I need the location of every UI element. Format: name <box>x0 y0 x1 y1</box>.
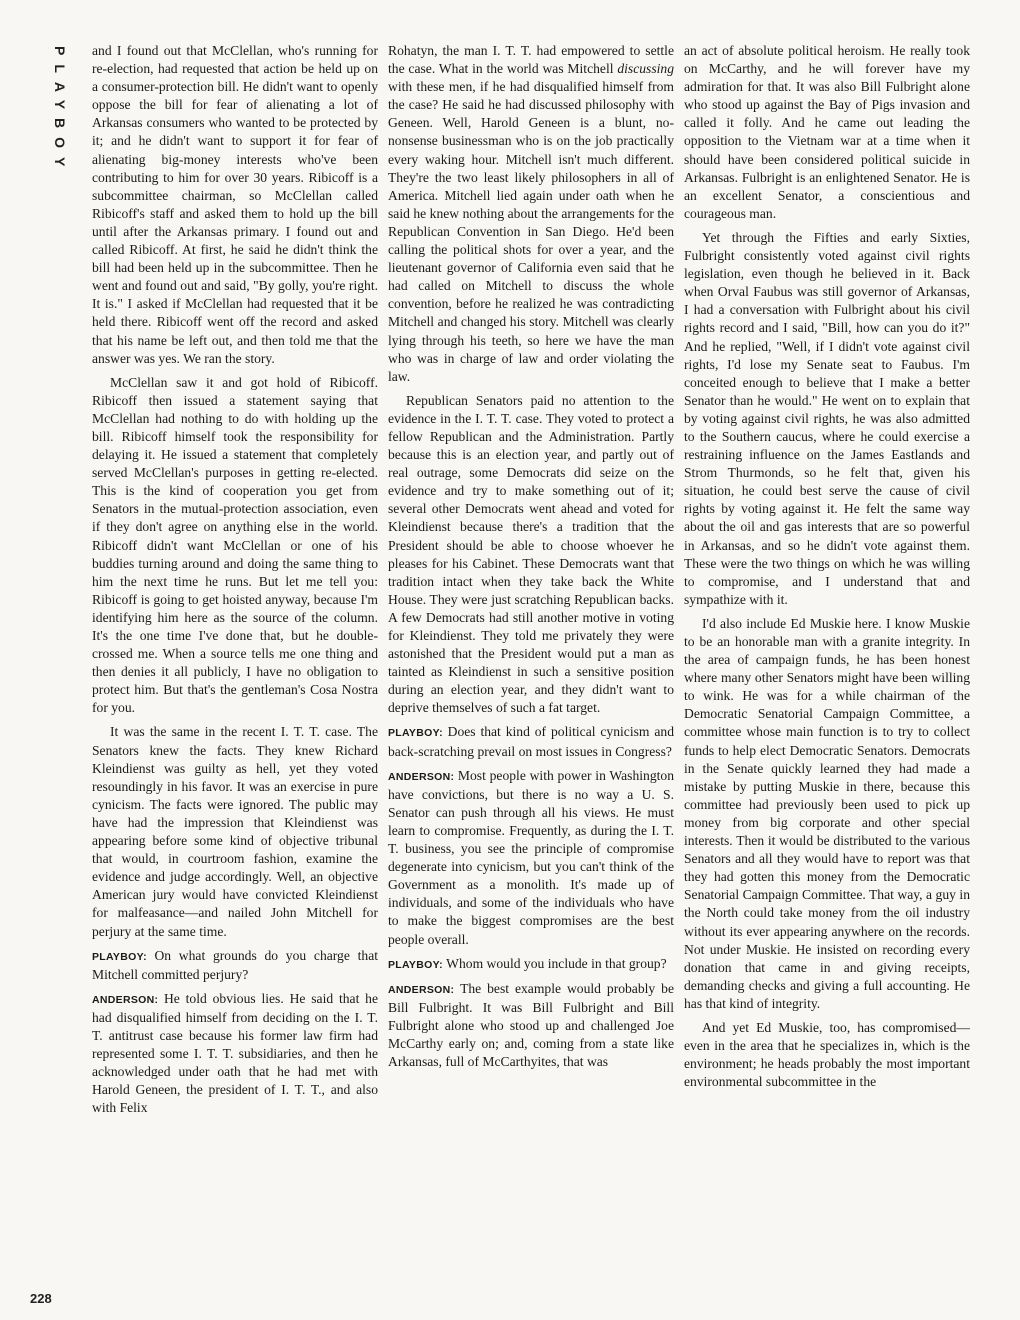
interview-exchange <box>388 955 674 974</box>
continued-paragraph <box>388 42 674 386</box>
interview-exchange <box>388 767 674 949</box>
body-paragraph <box>684 615 970 1013</box>
paragraph-text: He told obvious lies. He said that he had disqualified himself from deciding on the I. T. T. antitrust case because his former law firm had represented some I. T. T. subsidiaries, and then he acknowledged under oath that he had met with Harold Geneen, the president of I. T. T., and also with Felix <box>92 990 379 1116</box>
text-column-1 <box>92 42 378 1123</box>
page-number: 228 <box>30 1291 52 1306</box>
paragraph-text: I'd also include Ed Muskie here. I know Muskie to be an honorable man with a granite integrity. In the area of campaign funds, he has been honest where many other Senators might have been willing to wink. He was for a while chairman of the Democratic Senatorial Campaign Committee, a committee whose main function is to try to collect funds to help elect Democratic Senators. Democrats in the Senate quickly learned they had made a mistake by putting Muskie in there, because this committee had previously been used to pick up money from big corporate and other special interests. Then it would be distributed to the various Senators and all they would have to report was that they had gotten this money from the Democratic Senatorial Campaign Committee. That way, a guy in the North could take money from the oil industry without its ever appearing anywhere on the records. Not under Muskie. He insisted on recording every donation that came in and giving receipts, demanding checks and giving a full accounting. He has that kind of integrity. <box>684 615 970 1011</box>
speaker-label: PLAYBOY: <box>388 727 443 740</box>
paragraph-text: The best example would probably be Bill Fulbright. It was Bill Fulbright and Bill Fulbright alone who stood up and challenged Joe McCarthy early on; and, coming from a state like Arkansas, full of McCarthyites, that was <box>388 980 674 1070</box>
body-paragraph <box>684 1019 970 1091</box>
interview-exchange <box>388 723 674 760</box>
body-paragraph <box>388 392 674 718</box>
text-column-2 <box>388 42 674 1077</box>
interview-exchange <box>388 980 674 1071</box>
paragraph-text: Most people with power in Washington have convictions, but there is no way a U. S. Senator can push through all his views. He must learn to compromise. Frequently, as during the I. T. T. business, you see the principle of compromise degenerate into cynicism, but you can't think of the Government as a monolith. It's made up of individuals, and some of the individuals who have to make the biggest compromises are the best people overall. <box>388 767 674 947</box>
paragraph-text: Republican Senators paid no attention to the evidence in the I. T. T. case. They voted to protect a fellow Republican and the Administration. Partly because this is an election year, and partly out of real outrage, some Democrats did seize on the evidence and try to make something out of it; several other Democrats went ahead and voted for Kleindienst because there's a tradition that the President should be able to choose whoever he pleases for his Cabinet. These Democrats want that tradition intact when they take back the White House. They were just scratching Republican backs. A few Democrats had still another motive in voting for Kleindienst. They told me privately they were astonished that the President would put a man as tainted as Kleindienst in such a sensitive position during an election year, and they didn't want to deprive themselves of such a fat target. <box>388 392 674 716</box>
paragraph-text: Does that kind of political cynicism and back-scratching prevail on most issues in Congress? <box>388 724 674 759</box>
text-column-3 <box>684 42 970 1097</box>
speaker-label: ANDERSON: <box>388 770 455 783</box>
body-paragraph <box>684 229 970 609</box>
speaker-label: PLAYBOY: <box>92 950 147 963</box>
magazine-masthead: PLAYBOY <box>52 46 68 176</box>
emphasized-word: discussing <box>617 61 674 77</box>
paragraph-text: McClellan saw it and got hold of Ribicoff. Ribicoff then issued a statement saying that McClellan had nothing to do with holding up the bill. Ribicoff himself took the responsibility for delaying it. He issued a statement that completely served McClellan's purposes in getting re-elected. This is the kind of cooperation you get from Senators in the mutual-protection association, even if they don't agree on anything else in the world. Ribicoff didn't want McClellan or one of his buddies turning around and doing the same thing to him the next time he runs. But let me tell you: Ribicoff is going to get hoisted anyway, because I'm identifying him here as the source of the column. It's the one time I've done that, but he double-crossed me. When a source tells me one thing and then denies it all publicly, I have no obligation to protect him. But that's the gentleman's Cosa Nostra for you. <box>92 374 378 716</box>
paragraph-text: and I found out that McClellan, who's running for re-election, had requested that action be held up on a consumer-protection bill. He didn't want to openly oppose the bill for fear of alienating a lot of Arkansas consumers who wanted to be protected by it; and he didn't want to support it for fear of alienating big-money interests who've been contributing to him for over 30 years. Ribicoff is a subcommittee chairman, so McClellan called Ribicoff's staff and asked them to hold up the bill until after the Arkansas primary. I found out and called Ribicoff. At first, he said he didn't think the bill had been held up in the subcommittee. Then he went and found out and said, "By golly, you're right. It is." I asked if McClellan had requested that it be held there. Ribicoff went off the record and asked that his name be left out, and then told me that the answer was yes. We ran the story. <box>92 43 378 366</box>
paragraph-text: Whom would you include in that group? <box>446 955 667 971</box>
speaker-label: PLAYBOY: <box>388 958 443 971</box>
paragraph-text-continued: with these men, if he had disqualified himself from the case? He said he had discussed philosophy with Geneen. Well, Harold Geneen is a blunt, no-nonsense businessman who is on the job practically every waking hour. Mitchell isn't much different. They're the two least likely philosophers in all of America. Mitchell lied again under oath when he said he knew nothing about the arrangements for the Republican Convention in San Diego. He'd been calling the political shots for over a year, and the lieutenant governor of California even said that he had called on Mitchell to discuss the whole convention, before he realized he was contradicting Mitchell and changed his story. Mitchell was clearly lying through his teeth, so here we have the man who was in charge of law and order violating the law. <box>388 79 674 384</box>
paragraph-text: And yet Ed Muskie, too, has compromised—even in the area that he specializes in, which is the environment; he heads probably the most important environmental subcommittee in the <box>684 1019 970 1090</box>
interview-exchange <box>92 990 378 1118</box>
continued-paragraph <box>684 42 970 223</box>
continued-paragraph <box>92 42 378 368</box>
speaker-label: ANDERSON: <box>92 993 159 1006</box>
body-paragraph <box>92 723 378 940</box>
paragraph-text: It was the same in the recent I. T. T. case. The Senators knew the facts. They knew Richard Kleindienst was guilty as hell, yet they voted resoundingly in his favor. It was an exercise in pure cynicism. The facts were ignored. The public may have had the impression that Kleindienst was appearing before some kind of objective tribunal that would, in courtroom fashion, examine the evidence and judge accordingly. Well, an objective American jury would have convicted Kleindienst for malfeasance—and nailed John Mitchell for perjury at the same time. <box>92 724 378 939</box>
speaker-label: ANDERSON: <box>388 983 455 996</box>
paragraph-text: an act of absolute political heroism. He really took on McCarthy, and he will forever have my admiration for that. It was also Bill Fulbright alone who stood up against the Bay of Pigs invasion and called it folly. And he came out leading the opposition to the Vietnam war at a time when it should have been considered political suicide in Arkansas. Fulbright is an enlightened Senator. He is an excellent Senator, a conscientious and courageous man. <box>684 43 970 221</box>
interview-exchange <box>92 947 378 984</box>
paragraph-text: Yet through the Fifties and early Sixties, Fulbright consistently voted against civil rights legislation, even though he believed in it. Back when Orval Faubus was still governor of Arkansas, I had a conversation with Fulbright about his civil rights record and I said, "Bill, how can you do it?" And he replied, "Well, if I didn't vote against civil rights, I'd lose my Senate seat to Faubus. I'm conceited enough to believe that I make a better Senator than he would." He went on to explain that by voting against civil rights, he was also admitted to the Southern caucus, where he could exercise a restraining influence on the James Eastlands and Strom Thurmonds, so he felt that, given his situation, he could best serve the cause of civil rights by voting against it. He felt the same way about the oil and gas interests that are so powerful in Arkansas, and so he didn't vote against them. These were the two things on which he was willing to compromise, and I understand that and sympathize with it. <box>684 229 970 607</box>
paragraph-text: Rohatyn, the man I. T. T. had empowered to settle the case. What in the world was Mitchell <box>388 43 674 77</box>
body-paragraph <box>92 374 378 718</box>
paragraph-text: On what grounds do you charge that Mitchell committed perjury? <box>92 947 378 982</box>
